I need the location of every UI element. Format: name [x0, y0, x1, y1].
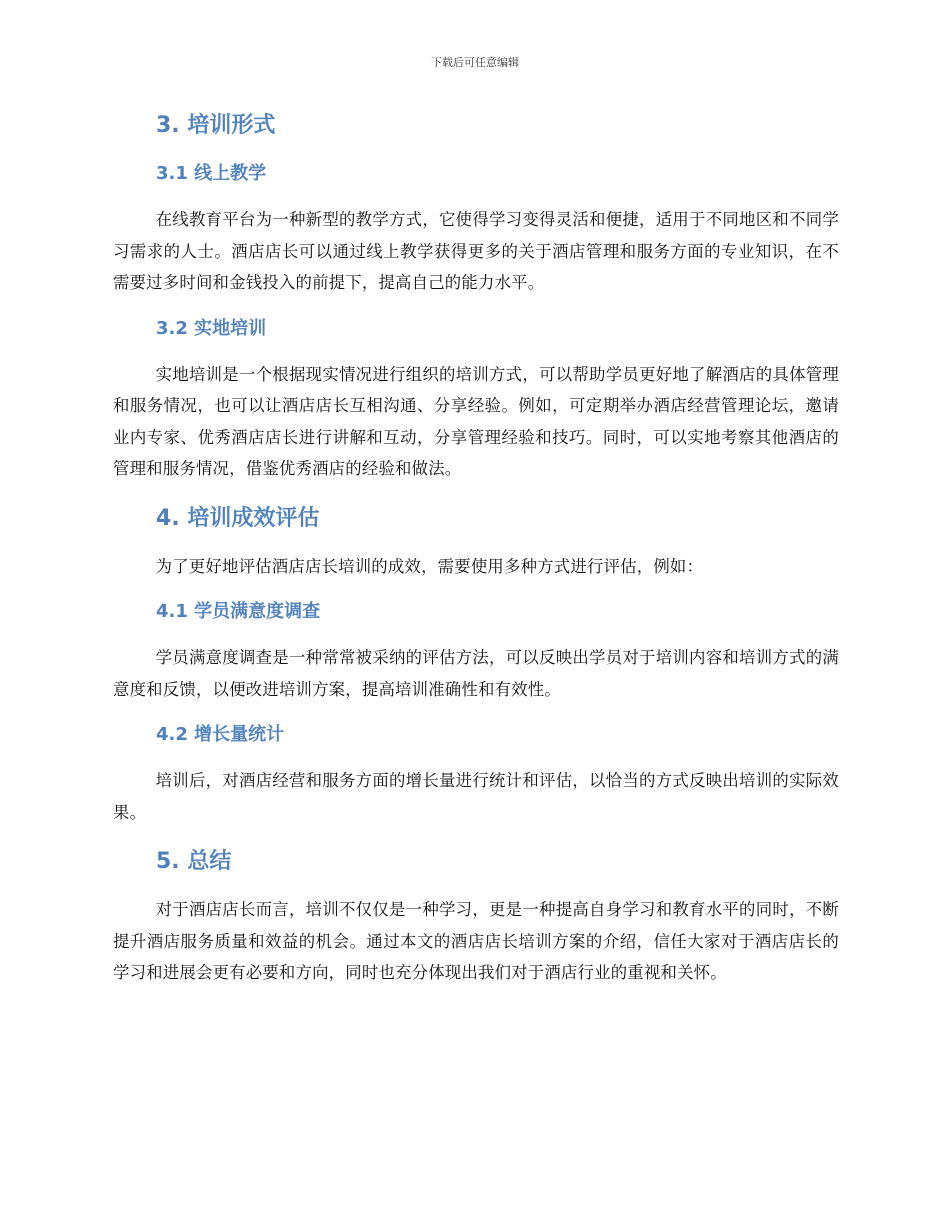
section-4-1-heading: 4.1 学员满意度调查 [156, 601, 321, 622]
section-4-heading: 4. 培训成效评估 [156, 505, 320, 531]
section-4-intro-paragraph: 为了更好地评估酒店店长培训的成效，需要使用多种方式进行评估，例如： [155, 556, 704, 576]
section-4-2-heading: 4.2 增长量统计 [156, 724, 285, 745]
section-4-2-paragraph: 培训后，对酒店经营和服务方面的增长量进行统计和评估，以恰当的方式反映出培训的实际效果。 [113, 771, 839, 822]
section-3-2-heading: 3.2 实地培训 [156, 317, 267, 339]
document-body [113, 106, 839, 1003]
section-5-paragraph: 对于酒店店长而言，培训不仅仅是一种学习，更是一种提高自身学习和教育水平的同时，不断提升酒店服务质量和效益的机会。通过本文的酒店店长培训方案的介绍，信任大家对于酒店店长的学习和进展会更有必要和方向，同时也充分体现出我们对于酒店行业的重视和关怀。 [113, 900, 839, 982]
section-3-1-paragraph: 在线教育平台为一种新型的教学方式，它使得学习变得灵活和便捷，适用于不同地区和不同学习需求的人士。酒店店长可以通过线上教学获得更多的关于酒店管理和服务方面的专业知识，在不需要过多时间和金钱投入的前提下，提高自己的能力水平。 [113, 210, 839, 292]
section-4-1-paragraph: 学员满意度调查是一种常常被采纳的评估方法，可以反映出学员对于培训内容和培训方式的满意度和反馈，以便改进培训方案，提高培训准确性和有效性。 [113, 648, 839, 699]
page-header: 下载后可任意编辑 [431, 56, 519, 69]
section-3-heading: 3. 培训形式 [156, 113, 276, 138]
section-3-2-paragraph: 实地培训是一个根据现实情况进行组织的培训方式，可以帮助学员更好地了解酒店的具体管理和服务情况，也可以让酒店店长互相沟通、分享经验。例如，可定期举办酒店经营管理论坛，邀请业内专家、优秀酒店店长进行讲解和互动，分享管理经验和技巧。同时，可以实地考察其他酒店的管理和服务情况，借鉴优秀酒店的经验和做法。 [113, 364, 839, 478]
section-3-1-heading: 3.1 线上教学 [156, 163, 267, 184]
section-5-heading: 5. 总结 [156, 849, 232, 874]
